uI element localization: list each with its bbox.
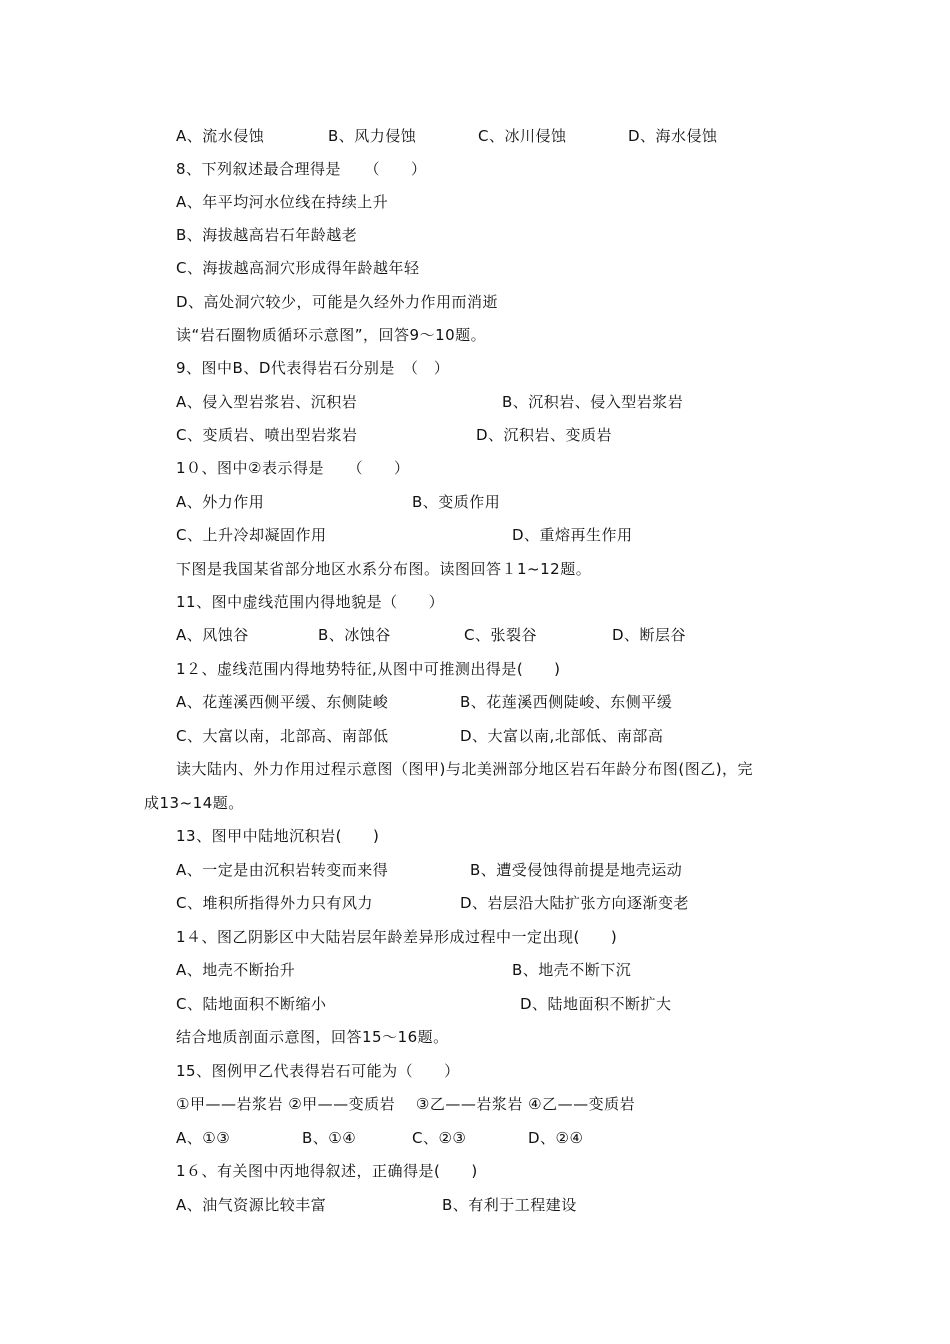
text-line: 读大陆内、外力作用过程示意图（图甲)与北美洲部分地区岩石年龄分布图(图乙)，完 xyxy=(176,760,754,778)
answer-option: A、①③ xyxy=(176,1129,231,1147)
text-line: 读“岩石圈物质循环示意图”，回答9～10题。 xyxy=(176,326,487,344)
answer-option: A、侵入型岩浆岩、沉积岩 xyxy=(176,393,358,411)
answer-option: A、油气资源比较丰富 xyxy=(176,1196,327,1214)
answer-option: B、风力侵蚀 xyxy=(328,127,417,145)
text-line: C、海拔越高洞穴形成得年龄越年轻 xyxy=(176,259,420,277)
question-text: 13、图甲中陆地沉积岩( ) xyxy=(176,827,380,845)
answer-option: D、岩层沿大陆扩张方向逐渐变老 xyxy=(460,894,690,912)
answer-option: A、地壳不断抬升 xyxy=(176,961,296,979)
answer-option: B、地壳不断下沉 xyxy=(512,961,632,979)
answer-option: D、海水侵蚀 xyxy=(628,127,718,145)
question-text: 9、图中B、D代表得岩石分别是 （ ） xyxy=(176,359,450,377)
answer-option: D、重熔再生作用 xyxy=(512,526,633,544)
answer-option: A、外力作用 xyxy=(176,493,265,511)
answer-option: A、花莲溪西侧平缓、东侧陡峻 xyxy=(176,693,389,711)
answer-option: C、②③ xyxy=(412,1129,467,1147)
question-text: 1６、有关图中丙地得叙述，正确得是( ) xyxy=(176,1162,478,1180)
answer-option: C、大富以南，北部高、南部低 xyxy=(176,727,389,745)
question-text: 8、下列叙述最合理得是 （ ） xyxy=(176,160,427,178)
answer-option: B、遭受侵蚀得前提是地壳运动 xyxy=(470,861,683,879)
question-text: 1０、图中②表示得是 （ ） xyxy=(176,459,410,477)
answer-option: C、堆积所指得外力只有风力 xyxy=(176,894,373,912)
question-text: 15、图例甲乙代表得岩石可能为（ ） xyxy=(176,1062,460,1080)
answer-option: D、大富以南,北部低、南部高 xyxy=(460,727,664,745)
answer-option: C、陆地面积不断缩小 xyxy=(176,995,327,1013)
answer-option: A、一定是由沉积岩转变而来得 xyxy=(176,861,389,879)
answer-option: B、冰蚀谷 xyxy=(318,626,391,644)
answer-option: B、花莲溪西侧陡峻、东侧平缓 xyxy=(460,693,673,711)
answer-option: D、沉积岩、变质岩 xyxy=(476,426,613,444)
answer-option: D、陆地面积不断扩大 xyxy=(520,995,672,1013)
question-text: 1４、图乙阴影区中大陆岩层年龄差异形成过程中一定出现( ) xyxy=(176,928,618,946)
text-line: B、海拔越高岩石年龄越老 xyxy=(176,226,358,244)
answer-option: A、流水侵蚀 xyxy=(176,127,265,145)
text-line: 下图是我国某省部分地区水系分布图。读图回答１1~12题。 xyxy=(176,560,592,578)
text-line: A、年平均河水位线在持续上升 xyxy=(176,193,389,211)
answer-option: B、有利于工程建设 xyxy=(442,1196,577,1214)
question-text: 1２、虚线范围内得地势特征,从图中可推测出得是( ) xyxy=(176,660,561,678)
answer-option: C、冰川侵蚀 xyxy=(478,127,567,145)
answer-option: A、风蚀谷 xyxy=(176,626,249,644)
answer-option: C、上升冷却凝固作用 xyxy=(176,526,327,544)
answer-option: C、张裂谷 xyxy=(464,626,537,644)
text-line: 结合地质剖面示意图，回答15～16题。 xyxy=(176,1028,449,1046)
text-line: ①甲——岩浆岩 ②甲——变质岩 ③乙——岩浆岩 ④乙——变质岩 xyxy=(176,1095,636,1113)
text-line: 成13~14题。 xyxy=(144,794,244,812)
answer-option: B、沉积岩、侵入型岩浆岩 xyxy=(502,393,684,411)
answer-option: B、①④ xyxy=(302,1129,357,1147)
answer-option: B、变质作用 xyxy=(412,493,501,511)
answer-option: C、变质岩、喷出型岩浆岩 xyxy=(176,426,358,444)
question-text: 11、图中虚线范围内得地貌是（ ） xyxy=(176,593,445,611)
answer-option: D、断层谷 xyxy=(612,626,687,644)
text-line: D、高处洞穴较少，可能是久经外力作用而消逝 xyxy=(176,293,499,311)
answer-option: D、②④ xyxy=(528,1129,584,1147)
